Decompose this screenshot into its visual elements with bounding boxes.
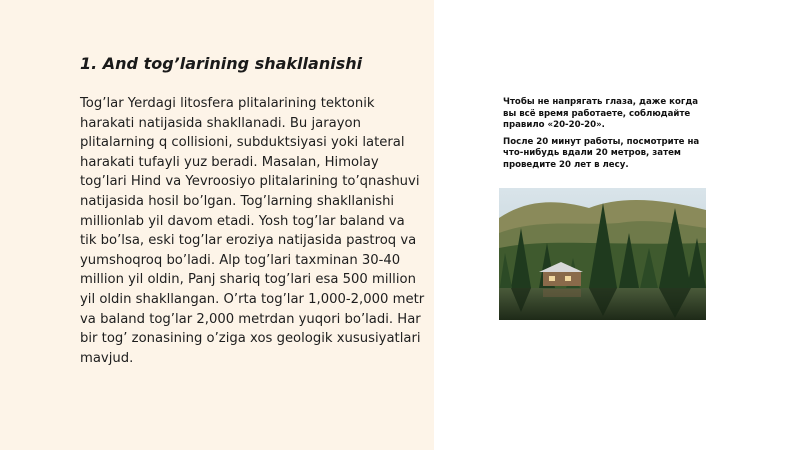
forest-cabin-photo [499,188,706,320]
image-caption-line-1: Чтобы не напрягать глаза, даже когда вы всё время работаете, соблюдайте правило «20-20-20». [503,97,699,131]
slide-title: 1. And tog’larining shakllanishi [80,54,363,73]
image-caption-line-2: После 20 минут работы, посмотрите на что-нибудь вдали 20 метров, затем проведите 20 лет в лесу. [503,136,700,170]
slide-body-text: Tog’lar Yerdagi litosfera plitalarining tektonik harakati natijasida shakllanadi. Bu jarayon plitalarning q collisioni, subduktsiyasi yoki lateral harakati tufayli yuz beradi. Masalan, Himolay tog’lari Hind va Yevroosiyo plitalarining to’qnashuvi natijasida hosil bo’lgan. Tog’larning shakllanishi millionlab yil davom etadi. Yosh tog’lar baland va tik bo’lsa, eski tog’lar eroziya natijasida pastroq va yumshoqroq bo’ladi. Alp tog’lari taxminan 30-40 million yil oldin, Panj shariq tog’lari esa 500 million yil oldin shakllangan. O’rta tog’lar 1,000-2,000 metr va baland tog’lar 2,000 metrdan yuqori bo’ladi. Har bir tog’ zonasining o’ziga xos geologik xususiyatlari mavjud. [80,96,425,366]
meme-image [499,93,706,320]
image-caption [503,97,703,177]
